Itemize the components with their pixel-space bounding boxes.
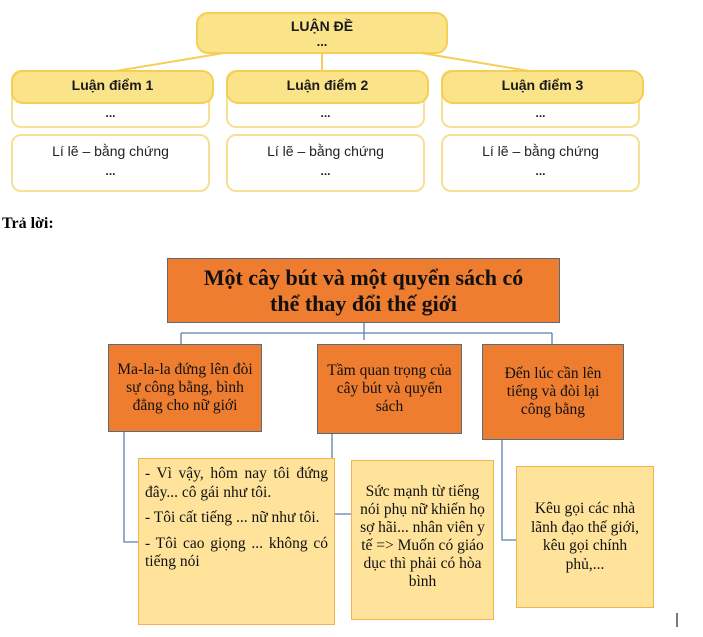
answer-point-text-2: Tầm quan trọng của cây bút và quyển sách: [327, 362, 452, 415]
answer-evidence-box-1: [138, 458, 335, 625]
evidence-label-2: Lí lẽ – bằng chứng: [267, 143, 384, 159]
evidence-label-3: Lí lẽ – bằng chứng: [482, 143, 599, 159]
answer-evidence-2-text: Sức mạnh từ tiếng nói phụ nữ khiến họ sợ hãi... nhân viên y tế => Muốn có giáo dục thì phải có hòa bình: [360, 483, 485, 590]
argument-label-1: Luận điểm 1: [71, 77, 154, 93]
answer-point-text-3: Đến lúc cần lên tiếng và đòi lại công bằng: [504, 365, 602, 418]
answer-evidence-1-line-3: - Tôi cao giọng ... không có tiếng nói: [145, 534, 328, 570]
argument-label-3: Luận điểm 3: [501, 77, 584, 93]
answer-title-box: [167, 258, 560, 323]
answer-label: Trả lời:: [2, 215, 54, 232]
answer-evidence-3-text: Kêu gọi các nhà lãnh đạo thế giới, kêu gọi chính phủ,...: [530, 500, 640, 573]
argument-dots-2: ...: [320, 106, 331, 120]
argument-dots-1: ...: [105, 106, 116, 120]
connector-point3-evidence: [502, 440, 516, 540]
thesis-title: LUẬN ĐỀ: [290, 18, 354, 34]
answer-evidence-1-line-1: - Vì vậy, hôm nay tôi đứng đây... cô gái như tôi.: [145, 465, 328, 501]
connector-point1-evidence: [124, 432, 138, 542]
answer-evidence-box-2: [351, 460, 494, 620]
argument-dots-3: ...: [535, 106, 546, 120]
connector-point2-evidence: [332, 434, 352, 514]
answer-title-line1: Một cây bút và một quyển sách có: [203, 264, 524, 290]
answer-point-box-2: [317, 344, 462, 434]
answer-point-text-1: Ma-la-la đứng lên đòi sự công bằng, bình đẳng cho nữ giới: [117, 361, 253, 414]
answer-point-box-1: [108, 344, 262, 432]
thesis-dots: ...: [316, 34, 328, 49]
argument-label-2: Luận điểm 2: [286, 77, 369, 93]
answer-evidence-1-line-2: - Tôi cất tiếng ... nữ như tôi.: [145, 509, 320, 526]
answer-evidence-box-3: [516, 466, 654, 608]
answer-point-box-3: [482, 344, 624, 440]
answer-title-line2: thể thay đổi thế giới: [270, 290, 457, 316]
evidence-dots-2: ...: [320, 164, 331, 178]
evidence-label-1: Lí lẽ – bằng chứng: [52, 143, 169, 159]
evidence-dots-3: ...: [535, 164, 546, 178]
evidence-dots-1: ...: [105, 164, 116, 178]
